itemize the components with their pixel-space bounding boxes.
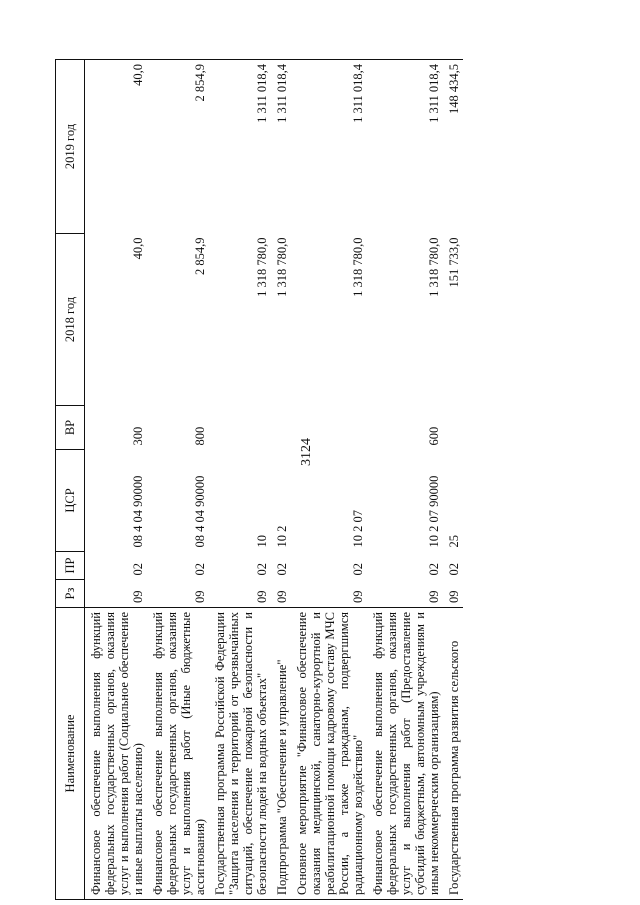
row-csr: 25 bbox=[447, 535, 461, 548]
row-2019: 1 311 018,4 bbox=[271, 60, 291, 234]
row-rz: 09 bbox=[131, 590, 145, 603]
row-name: Подпрограмма "Обеспечение и управление" bbox=[271, 608, 291, 900]
row-name: Государственная программа развития сельского bbox=[443, 608, 463, 900]
row-2018: 1 318 780,0 bbox=[275, 237, 289, 297]
row-pr: 02 bbox=[427, 563, 441, 576]
table-row bbox=[209, 60, 271, 900]
row-vr: 800 bbox=[193, 426, 207, 446]
row-name: Финансовое обеспечение выполнения функций федеральных государственных органов, оказания услуг и выполнения работ (Социальное обеспечение и иные выплаты населению) bbox=[85, 608, 148, 900]
row-csr: 10 bbox=[255, 535, 269, 548]
row-rz: 09 bbox=[351, 590, 365, 603]
table-header-row bbox=[56, 60, 85, 900]
row-pr: 02 bbox=[193, 563, 207, 576]
row-2018: 1 318 780,0 bbox=[351, 237, 365, 297]
row-csr: 10 2 bbox=[275, 525, 289, 548]
row-rz: 09 bbox=[255, 590, 269, 603]
row-2019: 1 311 018,4 bbox=[367, 60, 443, 234]
row-vr bbox=[291, 406, 367, 450]
row-2018: 40,0 bbox=[131, 237, 145, 260]
row-2019: 40,0 bbox=[85, 60, 148, 234]
row-vr bbox=[443, 406, 463, 450]
row-2018: 2 854,9 bbox=[193, 237, 207, 275]
budget-table bbox=[55, 59, 463, 900]
row-pr: 02 bbox=[255, 563, 269, 576]
row-name: Государственная программа Российской Федерации "Защита населения и территорий от чрезвычайных ситуаций, обеспечение пожарной безопасности и безопасности людей на водных объектах" bbox=[209, 608, 271, 900]
header-vr: ВР bbox=[56, 406, 85, 450]
row-vr: 300 bbox=[131, 426, 145, 446]
row-csr: 08 4 04 90000 bbox=[131, 475, 145, 548]
row-2019: 1 311 018,4 bbox=[291, 60, 367, 234]
row-pr: 02 bbox=[351, 563, 365, 576]
row-2019: 1 311 018,4 bbox=[209, 60, 271, 234]
page-number: 3124 bbox=[299, 438, 314, 466]
row-2018: 1 318 780,0 bbox=[427, 237, 441, 297]
row-pr: 02 bbox=[447, 563, 461, 576]
budget-table-rotated bbox=[55, 60, 585, 900]
row-pr: 02 bbox=[131, 563, 145, 576]
row-csr: 08 4 04 90000 bbox=[193, 475, 207, 548]
table-row bbox=[147, 60, 209, 900]
table-row bbox=[367, 60, 443, 900]
row-rz: 09 bbox=[275, 590, 289, 603]
header-name: Наименование bbox=[56, 608, 85, 900]
row-2019: 148 434,5 bbox=[443, 60, 463, 234]
row-csr: 10 2 07 90000 bbox=[427, 475, 441, 548]
header-pr: ПР bbox=[56, 552, 85, 580]
header-csr: ЦСР bbox=[56, 450, 85, 552]
row-pr: 02 bbox=[275, 563, 289, 576]
row-name: Основное мероприятие "Финансовое обеспечение оказания медицинской, санаторно-курортной и реабилитационной помощи кадровому составу МЧС России, а также гражданам, подвергшимся радиационному воздействию" bbox=[291, 608, 367, 900]
row-rz: 09 bbox=[447, 590, 461, 603]
row-vr: 600 bbox=[427, 426, 441, 446]
row-vr bbox=[271, 406, 291, 450]
row-csr: 10 2 07 bbox=[351, 510, 365, 548]
row-name: Финансовое обеспечение выполнения функций федеральных государственных органов, оказания услуг и выполнения работ (Предоставление субсидий бюджетным, автономным учреждениям и иным некоммерческим организациям) bbox=[367, 608, 443, 900]
row-rz: 09 bbox=[193, 590, 207, 603]
row-rz: 09 bbox=[427, 590, 441, 603]
row-2018: 151 733,0 bbox=[447, 237, 461, 288]
row-2019: 2 854,9 bbox=[147, 60, 209, 234]
header-rz: Рз bbox=[56, 580, 85, 608]
header-2018: 2018 год bbox=[56, 234, 85, 406]
row-name: Финансовое обеспечение выполнения функций федеральных государственных органов, оказания услуг и выполнения работ (Иные бюджетные ассигнования) bbox=[147, 608, 209, 900]
table-row bbox=[291, 60, 367, 900]
row-2018: 1 318 780,0 bbox=[255, 237, 269, 297]
table-row bbox=[85, 60, 148, 900]
row-vr bbox=[209, 406, 271, 450]
header-2019: 2019 год bbox=[56, 60, 85, 234]
table-row bbox=[443, 60, 463, 900]
table-row bbox=[271, 60, 291, 900]
